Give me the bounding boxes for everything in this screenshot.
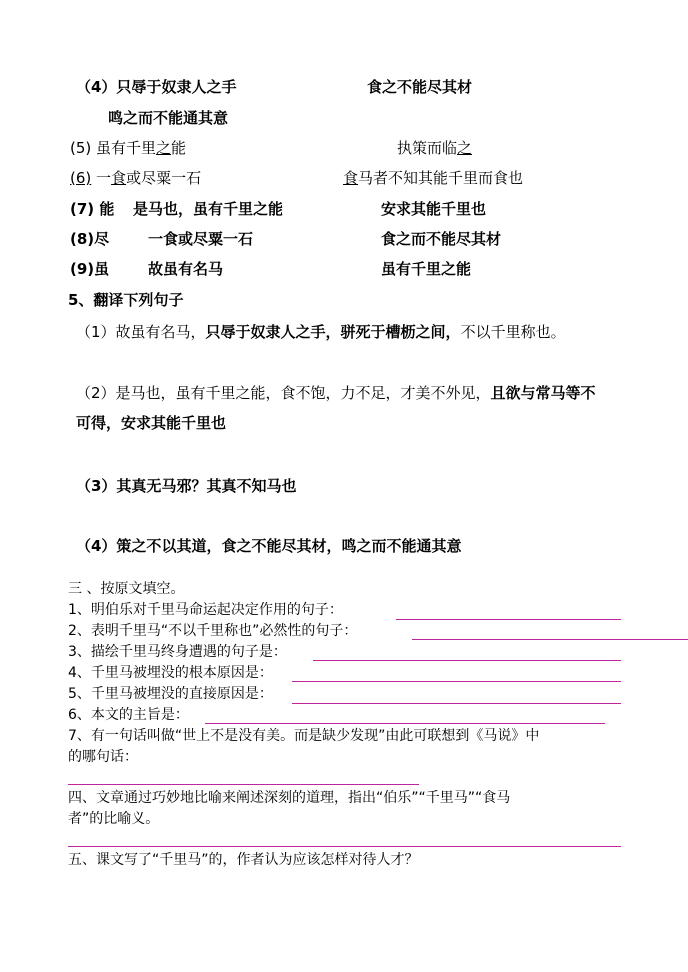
item-5-left: (5) 虽有千里之能 bbox=[70, 139, 187, 157]
fill-blank-4[interactable] bbox=[292, 681, 621, 682]
item-6-right: 食马者不知其能千里而食也 bbox=[343, 169, 524, 187]
section-four-line1: 四、文章通过巧妙地比喻来阐述深刻的道理，指出“伯乐”“千里马”“食马 bbox=[68, 790, 511, 806]
translate-q4: （4）策之不以其道，食之不能尽其材，鸣之而不能通其意 bbox=[76, 537, 462, 555]
section5-title: 5、翻译下列句子 bbox=[68, 291, 184, 309]
translate-q2-line1: （2）是马也，虽有千里之能，食不饱，力不足，才美不外见，且欲与常马等不 bbox=[76, 384, 596, 402]
translate-q2-line2: 可得，安求其能千里也 bbox=[76, 414, 227, 432]
item-8-mid: 一食或尽粟一石 bbox=[148, 230, 254, 248]
fill-item-7-line2: 的哪句话： bbox=[68, 749, 138, 765]
item-4-left: （4）只辱于奴隶人之手 bbox=[76, 78, 237, 96]
item-8-num: (8)尽 bbox=[70, 230, 110, 248]
fill-item-2: 2、表明千里马“不以千里称也”必然性的句子： bbox=[68, 623, 358, 639]
item-4-right: 食之不能尽其材 bbox=[367, 78, 473, 96]
item-9-mid: 故虽有名马 bbox=[148, 260, 224, 278]
fill-blank-2[interactable] bbox=[412, 639, 688, 640]
item-7-num: (7) 能 bbox=[70, 200, 115, 218]
fill-item-1: 1、明伯乐对千里马命运起决定作用的句子： bbox=[68, 602, 343, 618]
fill-blank-1[interactable] bbox=[396, 619, 621, 620]
fill-item-3: 3、描绘千里马终身遭遇的句子是： bbox=[68, 644, 287, 660]
item-7-mid: 是马也，虽有千里之能 bbox=[133, 200, 284, 218]
section-four-blank[interactable] bbox=[68, 846, 621, 847]
item-9-num: (9)虽 bbox=[70, 260, 110, 278]
fill-item-5: 5、千里马被埋没的直接原因是： bbox=[68, 686, 273, 702]
section3-title: 三 、按原文填空。 bbox=[68, 581, 185, 597]
section-four-line2: 者”的比喻义。 bbox=[68, 811, 160, 827]
fill-blank-6[interactable] bbox=[205, 723, 605, 724]
item-5-right: 执策而临之 bbox=[397, 139, 473, 157]
item-6-left: (6) 一食或尽粟一石 bbox=[70, 169, 202, 187]
item-7-right: 安求其能千里也 bbox=[381, 200, 487, 218]
fill-blank-5[interactable] bbox=[292, 703, 621, 704]
fill-blank-3[interactable] bbox=[313, 660, 621, 661]
item-4-second-line: 鸣之而不能通其意 bbox=[108, 109, 229, 127]
section-five-line1: 五、课文写了“千里马”的，作者认为应该怎样对待人才？ bbox=[68, 852, 419, 868]
item-8-right: 食之而不能尽其材 bbox=[381, 230, 502, 248]
translate-q1: （1）故虽有名马，只辱于奴隶人之手，骈死于槽枥之间，不以千里称也。 bbox=[76, 323, 566, 341]
fill-item-7: 7、有一句话叫做“世上不是没有美。而是缺少发现”由此可联想到《马说》中 bbox=[68, 728, 540, 744]
fill-item-6: 6、本文的主旨是： bbox=[68, 707, 189, 723]
fill-blank-7[interactable] bbox=[68, 784, 419, 785]
translate-q3: （3）其真无马邪？其真不知马也 bbox=[76, 477, 297, 495]
fill-item-4: 4、千里马被埋没的根本原因是： bbox=[68, 665, 273, 681]
item-9-right: 虽有千里之能 bbox=[381, 260, 472, 278]
